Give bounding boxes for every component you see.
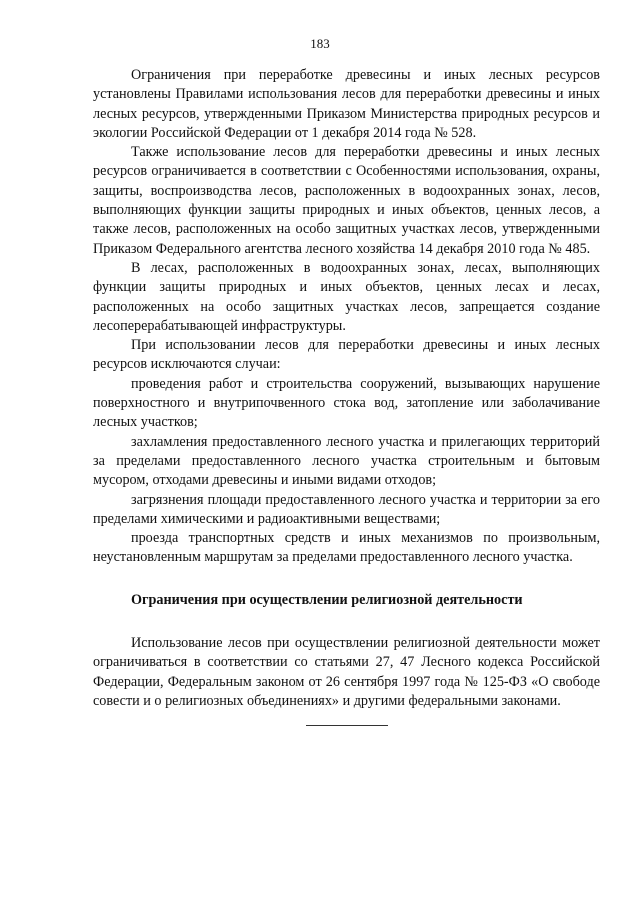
paragraph: Также использование лесов для переработки древесины и иных лесных ресурсов ограничивается в соответствии с Особенностями использования, охраны, защиты, воспроизводства лесов, расположенных в водоохранных зонах, лесов, выполняющих функции защиты природных и иных объектов, ценных лесов, а также лесов, расположенных на особо защитных участках лесов, утвержденными Приказом Федерального агентства лесного хозяйства 14 декабря 2010 года № 485.	[93, 144, 600, 257]
page-content	[93, 66, 600, 726]
page-number: 183	[310, 36, 330, 51]
list-item-paragraph: проезда транспортных средств и иных механизмов по произвольным, неустановленным маршрутам за пределами предоставленного леcного участка.	[93, 530, 600, 566]
list-item-paragraph: загрязнения площади предоставленного лесного участка и территории за его пределами химическими и радиоактивными веществами;	[93, 491, 600, 527]
list-item-paragraph: проведения работ и строительства сооружений, вызывающих нарушение поверхностного и внутрипочвенного стока вод, затопление или заболачивание лесных участков;	[93, 375, 600, 431]
paragraph: Использование лесов при осуществлении религиозной деятельности может ограничиваться в соответствии со статьями 27, 47 Лесного кодекса Российской Федерации, Федеральным законом от 26 сентября 1997 года № 125-ФЗ «О свободе совести и о религиозных объединениях» и другими федеральными законами.	[93, 635, 600, 709]
divider-line	[306, 725, 388, 726]
paragraph: При использовании лесов для переработки древесины и иных лесных ресурсов исключаются случаи:	[93, 337, 600, 373]
paragraph: Ограничения при переработке древесины и иных лесных ресурсов установлены Правилами использования лесов для переработки древесины и иных лесных ресурсов, утвержденными Приказом Министерства природных ресурсов и экологии Российской Федерации от 1 декабря 2014 года № 528.	[93, 67, 600, 141]
section-heading: Ограничения при осуществлении религиозной деятельности	[131, 591, 523, 608]
list-item-paragraph: захламления предоставленного лесного участка и прилегающих территорий за пределами предоставленного лесного участка строительным и бытовым мусором, отходами древесины и иными видами отходов;	[93, 433, 600, 489]
paragraph: В лесах, расположенных в водоохранных зонах, лесах, выполняющих функции защиты природных и иных объектов, ценных лесах и лесах, расположенных на особо защитных участках лесов, запрещается создание лесоперерабатывающей инфраструктуры.	[93, 259, 600, 334]
